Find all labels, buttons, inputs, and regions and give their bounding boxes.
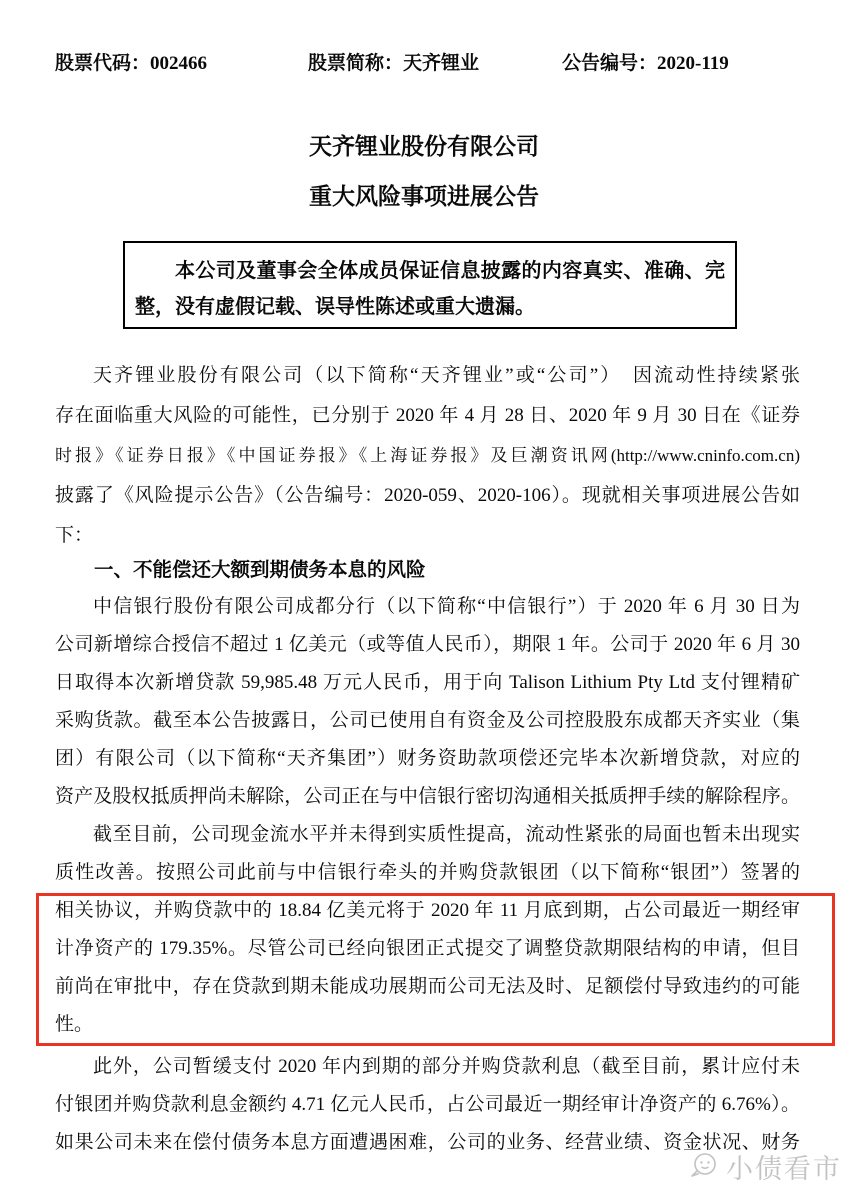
stock-short-name-label: 股票简称：天齐锂业 [308,53,480,74]
document-line: 资产及股权抵质押尚未解除，公司正在与中信银行密切沟通相关抵质押手续的解除程序。 [55,786,800,807]
section1-paragraph3 [55,1048,800,1162]
document-line: 计净资产的 179.35%。尽管公司已经向银团正式提交了调整贷款期限结构的申请，但目 [55,938,800,959]
watermark [688,1146,842,1186]
disclaimer-line: 本公司及董事会全体成员保证信息披露的内容真实、准确、完 [175,260,725,282]
document-line: 天齐锂业股份有限公司（以下简称“天齐锂业”或“公司”） 因流动性持续紧张 [93,365,800,386]
document-line: 公司新增综合授信不超过 1 亿美元（或等值人民币），期限 1 年。公司于 2020 年 6 月 30 [55,634,800,655]
document-subject-title: 重大风险事项进展公告 [309,184,539,209]
watermark-smiley-icon [688,1150,720,1182]
document-line: 相关协议，并购贷款中的 18.84 亿美元将于 2020 年 11 月底到期，占公司最近一期经审 [55,900,800,921]
document-line: 性。 [55,1014,94,1035]
document-line: 披露了《风险提示公告》（公告编号：2020-059、2020-106）。现就相关事项进展公告如 [55,485,800,506]
watermark-text: 小债看市 [726,1153,842,1184]
document-line: 前尚在审批中，存在贷款到期未能成功展期而公司无法及时、足额偿付导致违约的可能 [55,976,800,997]
section1-paragraph2 [55,816,800,1044]
document-line: 此外，公司暂缓支付 2020 年内到期的部分并购贷款利息（截至目前，累计应付未 [93,1056,800,1077]
section1-heading-text: 一、不能偿还大额到期债务本息的风险 [94,560,426,581]
document-line: 下： [55,525,94,546]
document-line: 质性改善。按照公司此前与中信银行牵头的并购贷款银团（以下简称“银团”）签署的 [55,862,800,883]
stock-code-label: 股票代码：002466 [55,53,208,74]
disclaimer-box [123,241,737,329]
section1-heading [55,552,800,590]
document-line: 如果公司未来在偿付债务本息方面遭遇困难，公司的业务、经营业绩、资金状况、财务 [55,1132,800,1153]
document-header-row [0,48,848,78]
document-line: 日取得本次新增贷款 59,985.48 万元人民币，用于向 Talison Lithium Pty Ltd 支付锂精矿 [55,672,800,693]
document-line: 存在面临重大风险的可能性，已分别于 2020 年 4 月 28 日、2020 年 9 月 30 日在《证券 [55,405,800,426]
company-title: 天齐锂业股份有限公司 [309,134,539,159]
document-line: 中信银行股份有限公司成都分行（以下简称“中信银行”）于 2020 年 6 月 30 日为 [93,596,800,617]
section1-paragraph1 [55,588,800,816]
document-line: 付银团并购贷款利息金额约 4.71 亿元人民币，占公司最近一期经审计净资产的 6.76%）。 [55,1094,800,1115]
document-line: 采购货款。截至本公告披露日，公司已使用自有资金及公司控股股东成都天齐实业（集 [55,710,800,731]
disclaimer-line: 整，没有虚假记载、误导性陈述或重大遗漏。 [135,296,535,318]
document-line: 团）有限公司（以下简称“天齐集团”）财务资助款项偿还完毕本次新增贷款，对应的 [55,748,800,769]
document-line: 时报》《证券日报》《中国证券报》《上海证券报》及巨潮资讯网(http://www.cninfo.com.cn) [55,446,800,465]
paragraph-intro [55,356,800,556]
document-line: 截至目前，公司现金流水平并未得到实质性提高，流动性紧张的局面也暂未出现实 [93,824,800,845]
announcement-number-label: 公告编号：2020-119 [562,53,729,74]
